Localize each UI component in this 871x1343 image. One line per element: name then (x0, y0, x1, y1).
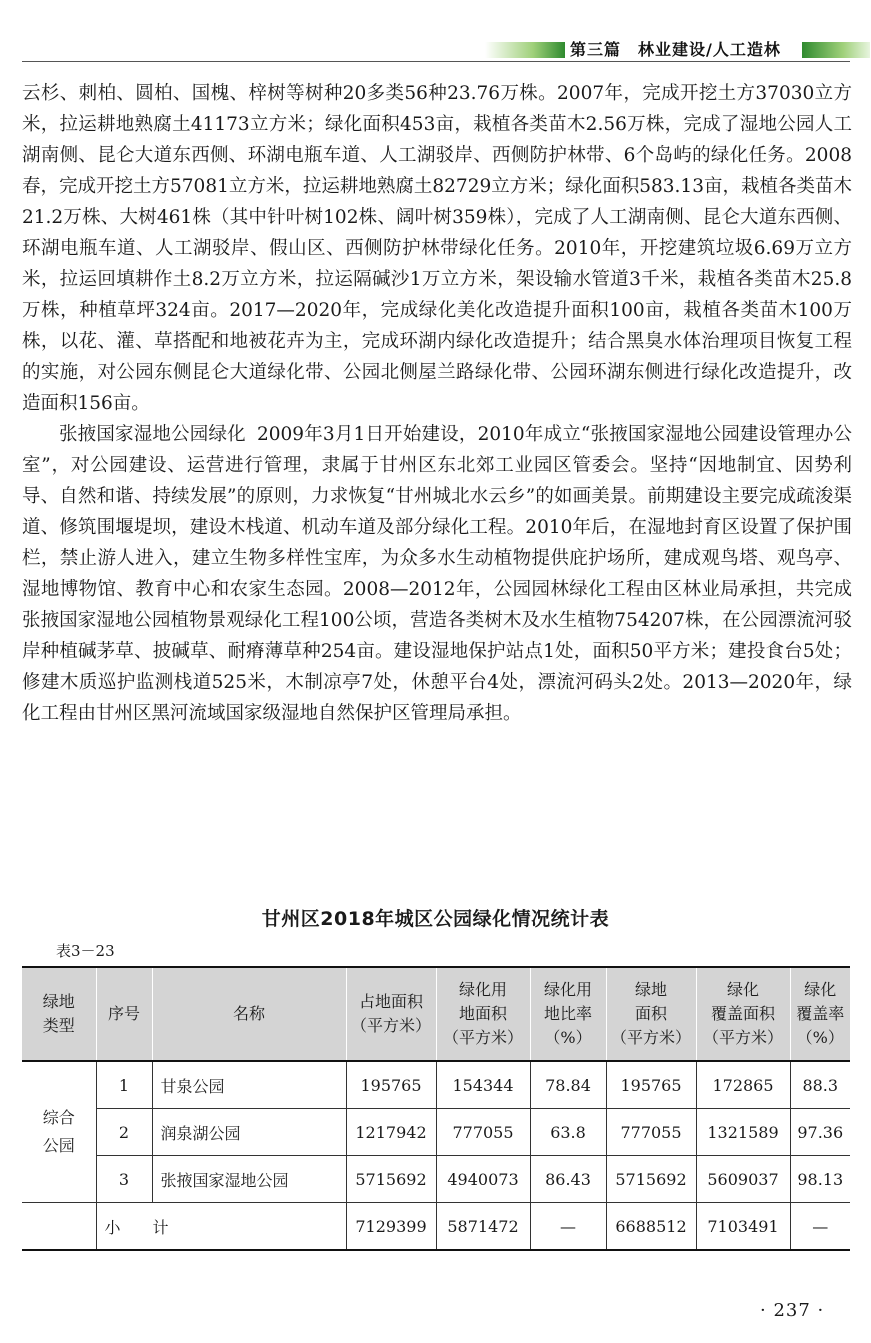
header-cover-area: 绿化 覆盖面积 （平方米） (696, 967, 790, 1061)
subtotal-row (22, 1203, 850, 1251)
row-land-area: 1217942 (346, 1109, 436, 1156)
row-cover-area: 5609037 (696, 1156, 790, 1203)
header-name: 名称 (152, 967, 346, 1061)
header-green-ratio: 绿化用 地比率 （%） (530, 967, 606, 1061)
paragraph-1: 云杉、刺柏、圆柏、国槐、梓树等树种20多类56种23.76万株。2007年，完成开挖土方37030立方米，拉运耕地熟腐土41173立方米；绿化面积453亩，栽植各类苗木2.56万株，完成了湿地公园人工湖南侧、昆仑大道东西侧、环湖电瓶车道、人工湖驳岸、西侧防护林带、6个岛屿的绿化任务。2008春，完成开挖土方57081立方米，拉运耕地熟腐土82729立方米；绿化面积583.13亩，栽植各类苗木21.2万株、大树461株（其中针叶树102株、阔叶树359株），完成了人工湖南侧、昆仑大道东西侧、环湖电瓶车道、人工湖驳岸、假山区、西侧防护林带绿化任务。2010年，开挖建筑垃圾6.69万立方米，拉运回填耕作土8.2万立方米，拉运隔碱沙1万立方米，架设输水管道3千米，栽植各类苗木25.8万株，种植草坪324亩。2017—2020年，完成绿化美化改造提升面积100亩，栽植各类苗木100万株，以花、灌、草搭配和地被花卉为主，完成环湖内绿化改造提升；结合黑臭水体治理项目恢复工程的实施，对公园东侧昆仑大道绿化带、公园北侧屋兰路绿化带、公园环湖东侧进行绿化改造提升，改造面积156亩。 (22, 83, 852, 414)
header-decor-bar-right (802, 42, 870, 58)
row-name: 润泉湖公园 (152, 1109, 346, 1156)
park-greening-table (22, 966, 850, 1251)
row-green-land: 4940073 (436, 1156, 530, 1203)
header-green-area: 绿地 面积 （平方米） (606, 967, 696, 1061)
table-row (22, 1109, 850, 1156)
row-green-area: 5715692 (606, 1156, 696, 1203)
page-header (22, 40, 850, 62)
row-green-area: 777055 (606, 1109, 696, 1156)
row-index: 3 (96, 1156, 152, 1203)
table-header-row (22, 967, 850, 1061)
row-cover-rate: 88.3 (790, 1061, 850, 1109)
header-decor-bar-left (485, 42, 565, 58)
paragraph-2 (22, 419, 852, 729)
table-number: 表3－23 (56, 942, 115, 960)
subtotal-land-area: 7129399 (346, 1203, 436, 1251)
header-rule (22, 61, 850, 62)
row-name: 甘泉公园 (152, 1061, 346, 1109)
subtotal-green-area: 6688512 (606, 1203, 696, 1251)
row-green-land: 154344 (436, 1061, 530, 1109)
row-name: 张掖国家湿地公园 (152, 1156, 346, 1203)
header-index: 序号 (96, 967, 152, 1061)
paragraph-2-text: 2009年3月1日开始建设，2010年成立“张掖国家湿地公园建设管理办公室”，对公园建设、运营进行管理，隶属于甘州区东北郊工业园区管委会。坚持“因地制宜、因势利导、自然和谐、持续发展”的原则，力求恢复“甘州城北水云乡”的如画美景。前期建设主要完成疏浚渠道、修筑围堰堤坝，建设木栈道、机动车道及部分绿化工程。2010年后，在湿地封育区设置了保护围栏，禁止游人进入，建立生物多样性宝库，为众多水生动植物提供庇护场所，建成观鸟塔、观鸟亭、湿地博物馆、教育中心和农家生态园。2008—2012年，公园园林绿化工程由区林业局承担，共完成张掖国家湿地公园植物景观绿化工程100公顷，营造各类树木及水生植物754207株，在公园漂流河驳岸种植碱茅草、披碱草、耐瘠薄草种254亩。建设湿地保护站点1处，面积50平方米；建投食台5处；修建木质巡护监测栈道525米，木制凉亭7处，休憩平台4处，漂流河码头2处。2013—2020年，绿化工程由甘州区黑河流域国家级湿地自然保护区管理局承担。 (22, 424, 852, 724)
row-cover-rate: 97.36 (790, 1109, 850, 1156)
row-green-area: 195765 (606, 1061, 696, 1109)
row-green-land: 777055 (436, 1109, 530, 1156)
header-land-area: 占地面积 （平方米） (346, 967, 436, 1061)
header-category: 绿地 类型 (22, 967, 96, 1061)
page-number: · 237 · (760, 1300, 825, 1321)
table-row (22, 1061, 850, 1109)
row-index: 1 (96, 1061, 152, 1109)
subtotal-label: 小 计 (96, 1203, 346, 1251)
paragraph-2-lead-term: 张掖国家湿地公园绿化 (59, 424, 246, 445)
row-cover-area: 1321589 (696, 1109, 790, 1156)
subtotal-cover-rate: — (790, 1203, 850, 1251)
subtotal-cover-area: 7103491 (696, 1203, 790, 1251)
row-green-ratio: 78.84 (530, 1061, 606, 1109)
row-green-ratio: 86.43 (530, 1156, 606, 1203)
row-cover-rate: 98.13 (790, 1156, 850, 1203)
row-land-area: 195765 (346, 1061, 436, 1109)
row-index: 2 (96, 1109, 152, 1156)
table-row (22, 1156, 850, 1203)
table-title: 甘州区2018年城区公园绿化情况统计表 (261, 908, 610, 930)
header-cover-rate: 绿化 覆盖率 （%） (790, 967, 850, 1061)
header-green-land: 绿化用 地面积 （平方米） (436, 967, 530, 1061)
row-land-area: 5715692 (346, 1156, 436, 1203)
row-cover-area: 172865 (696, 1061, 790, 1109)
subtotal-green-land: 5871472 (436, 1203, 530, 1251)
category-cell: 综合 公园 (22, 1061, 96, 1203)
row-green-ratio: 63.8 (530, 1109, 606, 1156)
body-text (22, 78, 852, 729)
subtotal-green-ratio: — (530, 1203, 606, 1251)
section-title: 第三篇 林业建设/人工造林 (570, 40, 781, 59)
